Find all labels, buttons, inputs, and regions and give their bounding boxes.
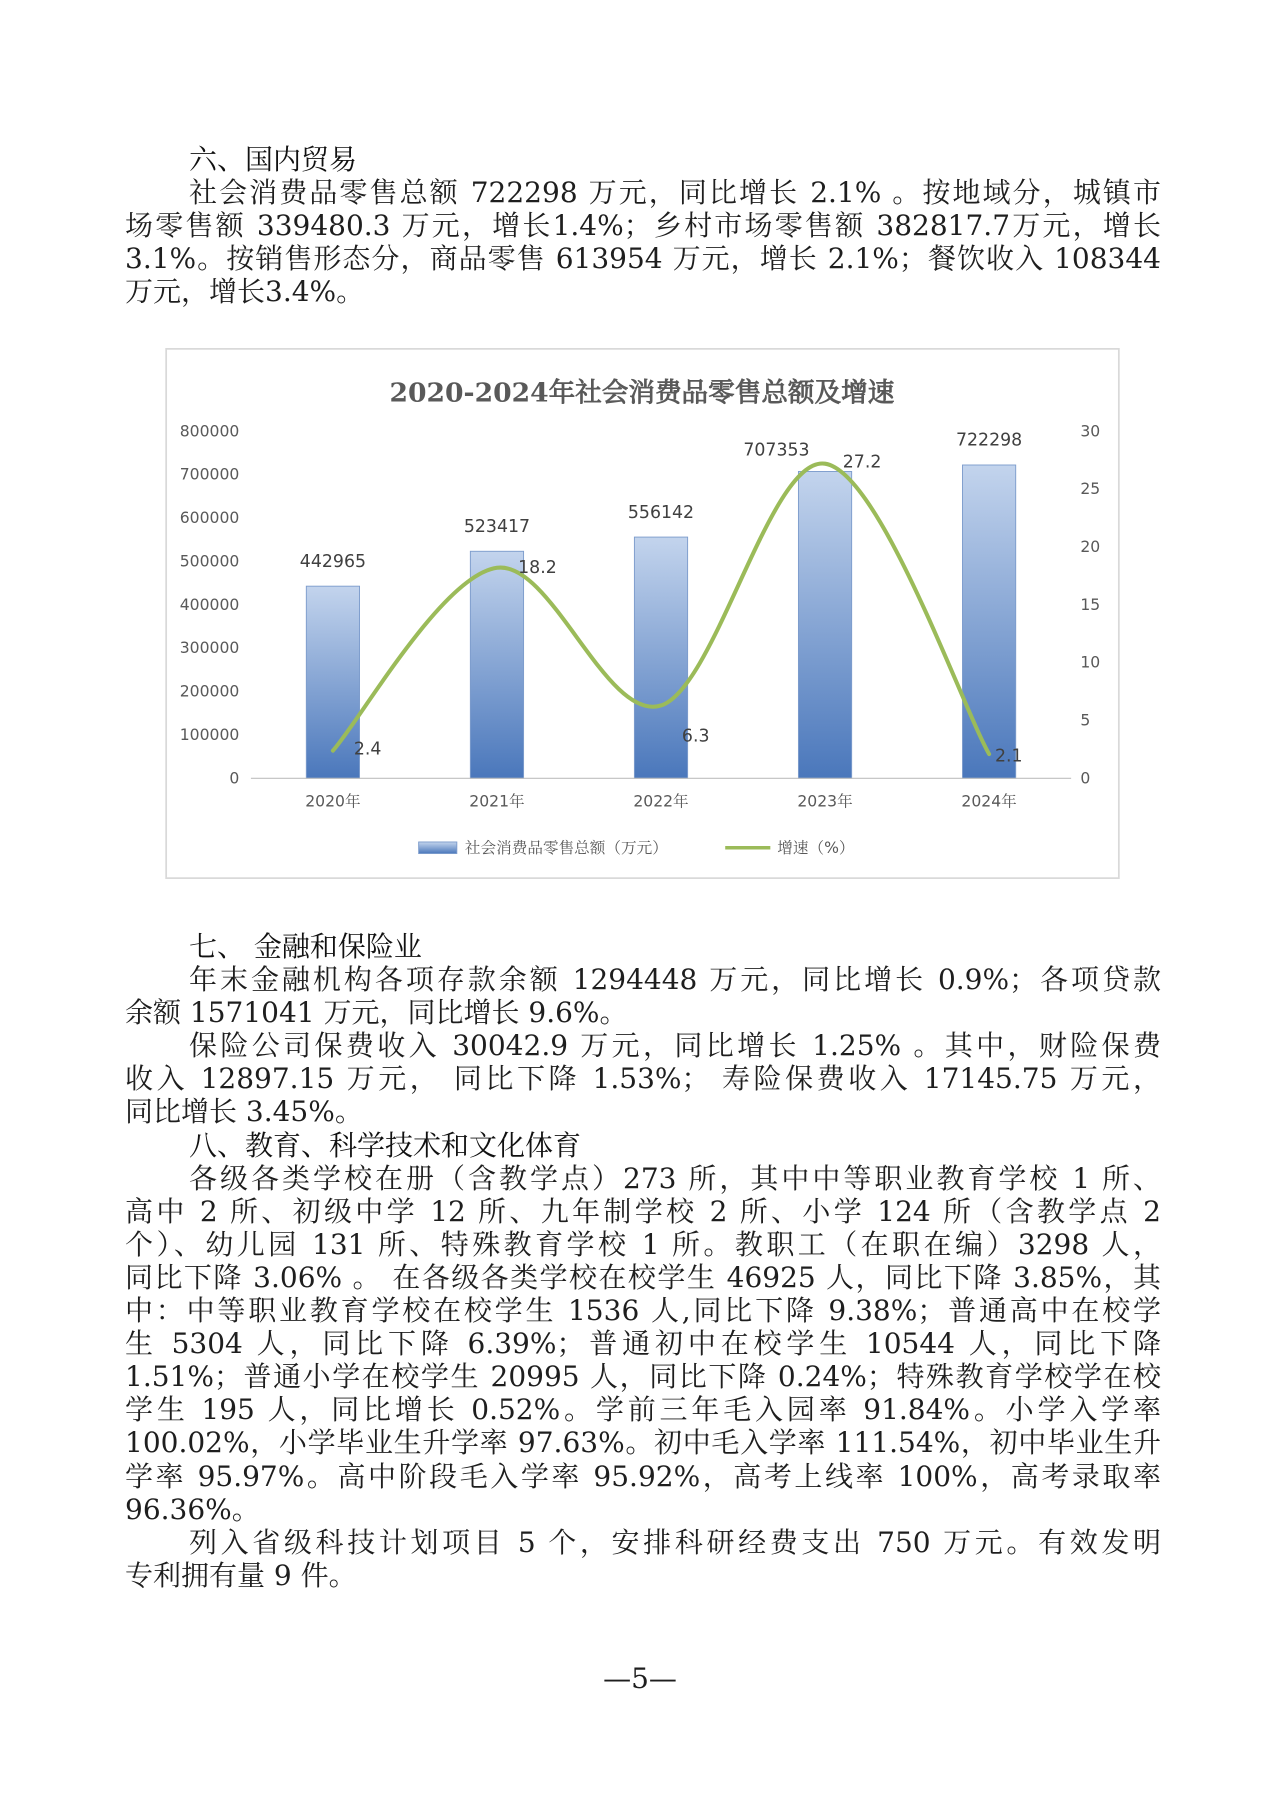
y-left-tick-label: 700000 xyxy=(179,465,240,484)
line-value-label: 2.1 xyxy=(994,746,1023,767)
y-right-tick-label: 10 xyxy=(1080,653,1101,672)
bar-value-label: 523417 xyxy=(463,516,531,537)
paragraph-line: 学生 195 人，同比增长 0.52%。学前三年毛入园率 91.84%。小学入学率 xyxy=(125,1393,1161,1427)
legend-line-label: 增速（%） xyxy=(777,838,855,857)
legend-bar-swatch xyxy=(419,842,457,854)
trade-section xyxy=(125,143,1161,308)
page-number: —5— xyxy=(603,1662,677,1695)
legend-bar-label: 社会消费品零售总额（万元） xyxy=(464,838,668,857)
y-right-tick-label: 0 xyxy=(1080,769,1091,788)
y-right-tick-label: 25 xyxy=(1080,480,1101,499)
line-value-label: 18.2 xyxy=(518,557,557,578)
y-left-tick-label: 600000 xyxy=(179,509,240,528)
paragraph-line: 社会消费品零售总额 722298 万元，同比增长 2.1% 。按地域分，城镇市 xyxy=(189,176,1161,210)
paragraph-line: 同比增长 3.45%。 xyxy=(125,1095,363,1129)
paragraph-line: 100.02%，小学毕业生升学率 97.63%。初中毛入学率 111.54%，初中毕业生升 xyxy=(125,1426,1161,1460)
section-heading: 八、教育、科学技术和文化体育 xyxy=(189,1128,582,1162)
chart-svg xyxy=(165,348,1120,879)
paragraph-line: 场零售额 339480.3 万元，增长1.4%；乡村市场零售额 382817.7万元，增长 xyxy=(125,209,1161,243)
bar xyxy=(798,471,851,778)
paragraph-line: 中：中等职业教育学校在校学生 1536 人,同比下降 9.38%；普通高中在校学 xyxy=(125,1294,1161,1328)
y-right-tick-label: 5 xyxy=(1080,711,1091,730)
line-value-label: 2.4 xyxy=(353,739,382,760)
bar-value-label: 556142 xyxy=(627,502,695,523)
paragraph-line: 生 5304 人，同比下降 6.39%；普通初中在校学生 10544 人，同比下降 xyxy=(125,1327,1161,1361)
paragraph-line: 96.36%。 xyxy=(125,1492,260,1526)
paragraph-line: 年末金融机构各项存款余额 1294448 万元，同比增长 0.9%；各项贷款 xyxy=(189,963,1161,997)
paragraph-line: 高中 2 所、初级中学 12 所、九年制学校 2 所、小学 124 所（含教学点 2 xyxy=(125,1194,1161,1228)
chart-container xyxy=(165,348,1120,879)
bar-value-label: 442965 xyxy=(299,551,367,572)
paragraph-line: 列入省级科技计划项目 5 个，安排科研经费支出 750 万元。有效发明 xyxy=(189,1525,1161,1559)
x-axis-label: 2024年 xyxy=(961,792,1017,811)
paragraph-line: 收入 12897.15 万元， 同比下降 1.53%； 寿险保费收入 17145.75 万元， xyxy=(125,1062,1161,1096)
line-value-label: 6.3 xyxy=(681,726,710,747)
bar xyxy=(470,551,523,778)
y-right-tick-label: 15 xyxy=(1080,595,1101,614)
paragraph-line: 万元，增长3.4%。 xyxy=(125,275,365,309)
y-left-tick-label: 400000 xyxy=(179,595,240,614)
x-axis-label: 2021年 xyxy=(469,792,525,811)
section-heading: 七、 金融和保险业 xyxy=(189,930,422,963)
x-axis-label: 2022年 xyxy=(633,792,689,811)
paragraph-line: 3.1%。按销售形态分，商品零售 613954 万元，增长 2.1%；餐饮收入 108344 xyxy=(125,242,1161,276)
bar-value-label: 722298 xyxy=(955,430,1023,451)
legend xyxy=(419,839,855,857)
paragraph-line: 各级各类学校在册（含教学点）273 所，其中中等职业教育学校 1 所、 xyxy=(189,1161,1161,1195)
y-left-tick-label: 800000 xyxy=(179,422,240,441)
chart-title: 2020-2024年社会消费品零售总额及增速 xyxy=(389,377,895,409)
x-axis-label: 2023年 xyxy=(797,792,853,811)
bar xyxy=(634,537,687,778)
section-heading: 六、国内贸易 xyxy=(189,143,358,176)
y-left-tick-label: 500000 xyxy=(179,552,240,571)
line-value-label: 27.2 xyxy=(842,452,882,473)
y-left-tick-label: 200000 xyxy=(179,682,240,701)
x-axis-label: 2020年 xyxy=(305,792,361,811)
y-left-tick-label: 100000 xyxy=(179,725,240,744)
y-left-tick-label: 300000 xyxy=(179,639,240,658)
y-left-tick-label: 0 xyxy=(229,769,240,788)
paragraph-line: 同比下降 3.06% 。 在各级各类学校在校学生 46925 人，同比下降 3.85%，其 xyxy=(125,1260,1161,1294)
paragraph-line: 专利拥有量 9 件。 xyxy=(125,1558,357,1592)
paragraph-line: 余额 1571041 万元，同比增长 9.6%。 xyxy=(125,996,628,1030)
paragraph-line: 保险公司保费收入 30042.9 万元，同比增长 1.25% 。其中，财险保费 xyxy=(189,1029,1161,1063)
finance-education-section xyxy=(125,930,1161,1592)
paragraph-line: 学率 95.97%。高中阶段毛入学率 95.92%，高考上线率 100%，高考录取率 xyxy=(125,1459,1161,1493)
paragraph-line: 1.51%；普通小学在校学生 20995 人，同比下降 0.24%；特殊教育学校学在校 xyxy=(125,1360,1161,1394)
bar xyxy=(962,465,1015,778)
paragraph-line: 个）、幼儿园 131 所、特殊教育学校 1 所。教职工（在职在编）3298 人， xyxy=(125,1227,1161,1261)
y-right-tick-label: 20 xyxy=(1080,537,1101,556)
bar-value-label: 707353 xyxy=(743,440,810,461)
y-right-tick-label: 30 xyxy=(1080,422,1101,441)
